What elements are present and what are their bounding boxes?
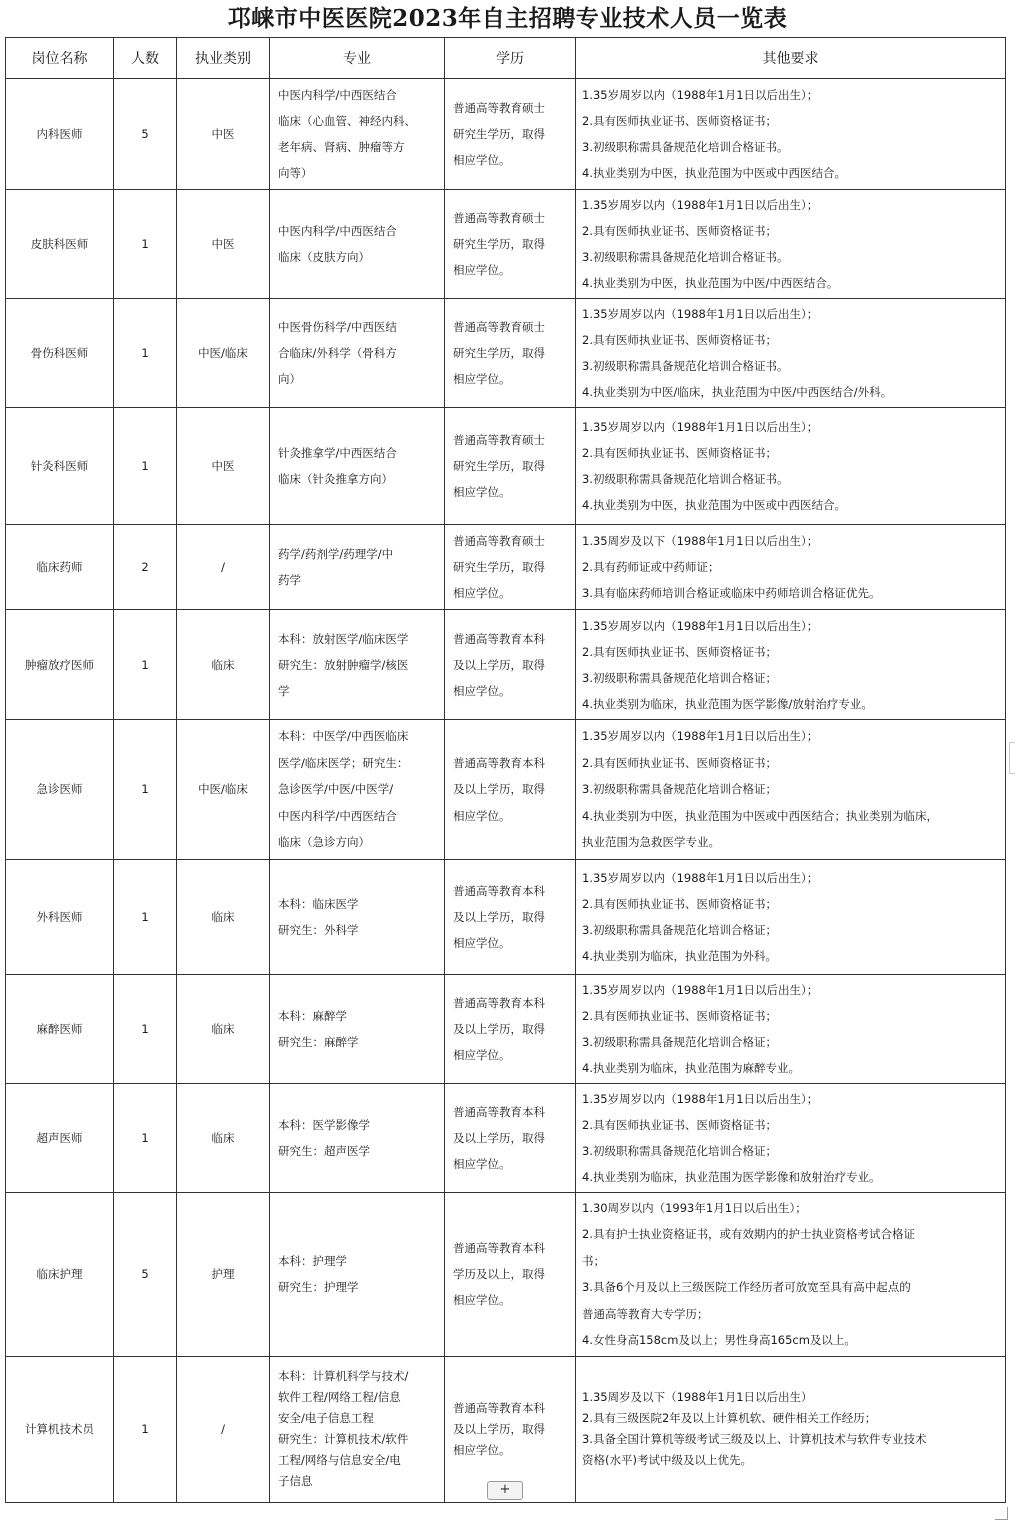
other-line: 1.35岁周岁以内（1988年1月1日以后出生）；	[582, 729, 819, 743]
table-row	[6, 974, 1006, 1083]
education-line: 普通高等教育本科	[453, 883, 545, 898]
major-line: 工程/网络与信息安全/电	[278, 1453, 401, 1467]
cell-major	[270, 720, 445, 860]
header-education: 学历	[445, 38, 576, 79]
major-line: 中医内科学/中西医结合	[278, 224, 397, 238]
major-line: 临床（针灸推拿方向）	[278, 472, 393, 486]
cell-major	[270, 1192, 445, 1356]
education-line: 研究生学历，取得	[453, 346, 545, 360]
education-line: 学历及以上，取得	[453, 1267, 545, 1281]
other-line: 4.执业类别为中医，执业范围为中医或中西医结合。	[582, 166, 846, 180]
education-line: 相应学位。	[453, 1156, 511, 1171]
cell-count: 1	[114, 720, 177, 860]
add-row-button[interactable]: +	[487, 1481, 523, 1500]
education-line: 及以上学历，取得	[453, 909, 545, 924]
cell-count: 1	[114, 610, 177, 720]
other-line: 3.初级职称需具备规范化培训合格证；	[582, 1034, 777, 1049]
major-line: 向）	[278, 372, 301, 386]
cell-other	[576, 974, 1006, 1083]
other-line: 4.执业类别为中医，执业范围为中医或中西医结合。	[582, 498, 846, 512]
education-line: 普通高等教育本科	[453, 1241, 545, 1255]
major-line: 本科：放射医学/临床医学	[278, 631, 409, 646]
cell-count: 2	[114, 525, 177, 610]
cell-edu	[445, 1192, 576, 1356]
other-line: 书；	[582, 1253, 605, 1268]
education-line: 普通高等教育本科	[453, 755, 545, 770]
cell-major	[270, 1083, 445, 1192]
education-line: 普通高等教育本科	[453, 1104, 545, 1119]
education-line: 研究生学历，取得	[453, 237, 545, 251]
other-line: 1.30周岁以内（1993年1月1日以后出生）；	[582, 1200, 807, 1215]
other-line: 3.初级职称需具备规范化培训合格证；	[582, 922, 777, 937]
cell-position: 超声医师	[6, 1083, 114, 1192]
major-line: 研究生：超声医学	[278, 1143, 370, 1158]
cell-category: 临床	[177, 610, 270, 720]
table-row	[6, 79, 1006, 190]
other-line: 1.35岁周岁以内（1988年1月1日以后出生）；	[582, 1091, 819, 1106]
cell-other	[576, 1083, 1006, 1192]
cell-category: 中医	[177, 408, 270, 525]
other-line: 资格(水平)考试中级及以上优先。	[582, 1453, 752, 1467]
major-line: 子信息	[278, 1474, 313, 1488]
other-line: 3.初级职称需具备规范化培训合格证书。	[582, 140, 789, 154]
cell-position: 临床护理	[6, 1192, 114, 1356]
header-count: 人数	[114, 38, 177, 79]
cell-other	[576, 79, 1006, 190]
other-line: 1.35岁周岁以内（1988年1月1日以后出生）；	[582, 307, 819, 321]
other-line: 4.执业类别为临床，执业范围为外科。	[582, 948, 777, 963]
other-line: 普通高等教育大专学历；	[582, 1306, 709, 1321]
other-line: 1.35岁周岁以内（1988年1月1日以后出生）；	[582, 198, 819, 212]
cell-edu	[445, 79, 576, 190]
major-line: 研究生：计算机技术/软件	[278, 1432, 409, 1446]
cell-edu	[445, 525, 576, 610]
cell-major	[270, 299, 445, 408]
major-line: 本科：麻醉学	[278, 1008, 347, 1023]
education-line: 相应学位。	[453, 586, 511, 600]
cell-count: 1	[114, 190, 177, 299]
major-line: 本科：中医学/中西医临床	[278, 729, 409, 743]
cell-category: 中医	[177, 190, 270, 299]
other-line: 4.执业类别为中医/临床，执业范围为中医/中西医结合/外科。	[582, 385, 893, 399]
education-line: 及以上学历，取得	[453, 782, 545, 796]
major-line: 药学/药剂学/药理学/中	[278, 547, 394, 561]
major-line: 研究生：麻醉学	[278, 1034, 359, 1049]
cell-other	[576, 190, 1006, 299]
major-line: 针灸推拿学/中西医结合	[278, 446, 397, 460]
cell-position: 针灸科医师	[6, 408, 114, 525]
cell-other	[576, 299, 1006, 408]
education-line: 普通高等教育硕士	[453, 534, 545, 548]
other-line: 4.执业类别为临床，执业范围为医学影像和放射治疗专业。	[582, 1169, 881, 1184]
education-line: 研究生学历，取得	[453, 127, 545, 141]
cell-other	[576, 1356, 1006, 1502]
cell-category: /	[177, 1356, 270, 1502]
header-category: 执业类别	[177, 38, 270, 79]
cell-edu	[445, 859, 576, 974]
table-row	[6, 408, 1006, 525]
cell-count: 1	[114, 299, 177, 408]
education-line: 普通高等教育硕士	[453, 101, 545, 115]
page-title: 邛崃市中医医院2023年自主招聘专业技术人员一览表	[227, 5, 788, 32]
major-line: 向等）	[278, 166, 313, 180]
major-line: 研究生：外科学	[278, 922, 359, 937]
cell-position: 急诊医师	[6, 720, 114, 860]
cell-count: 1	[114, 408, 177, 525]
cell-category: 临床	[177, 859, 270, 974]
major-line: 合临床/外科学（骨科方	[278, 346, 397, 360]
cell-edu	[445, 974, 576, 1083]
major-line: 中医内科学/中西医结合	[278, 88, 397, 102]
other-line: 2.具有药师证或中药师证；	[582, 560, 720, 574]
cell-other	[576, 720, 1006, 860]
major-line: 临床（皮肤方向）	[278, 250, 370, 264]
education-line: 研究生学历，取得	[453, 459, 545, 473]
major-line: 软件工程/网络工程/信息	[278, 1390, 401, 1404]
cell-edu	[445, 190, 576, 299]
education-line: 普通高等教育硕士	[453, 320, 545, 334]
major-line: 学	[278, 683, 290, 698]
header-other: 其他要求	[576, 38, 1006, 79]
major-line: 中医骨伤科学/中西医结	[278, 320, 397, 334]
cell-category: 中医/临床	[177, 299, 270, 408]
table-row	[6, 1192, 1006, 1356]
other-line: 4.执业类别为临床，执业范围为医学影像/放射治疗专业。	[582, 696, 873, 711]
major-line: 本科：医学影像学	[278, 1117, 370, 1132]
header-position: 岗位名称	[6, 38, 114, 79]
cell-position: 肿瘤放疗医师	[6, 610, 114, 720]
other-line: 2.具有三级医院2年及以上计算机软、硬件相关工作经历；	[582, 1411, 877, 1425]
other-line: 1.35周岁及以下（1988年1月1日以后出生）；	[582, 534, 819, 548]
other-line: 2.具有医师执业证书、医师资格证书；	[582, 333, 777, 347]
other-line: 3.具备全国计算机等级考试三级及以上、计算机技术与软件专业技术	[582, 1432, 927, 1446]
education-line: 相应学位。	[453, 1047, 511, 1062]
other-line: 2.具有医师执业证书、医师资格证书；	[582, 446, 777, 460]
cell-edu	[445, 408, 576, 525]
recruitment-table	[5, 37, 1006, 1503]
table-row	[6, 610, 1006, 720]
cell-count: 1	[114, 1083, 177, 1192]
other-line: 1.35周岁及以下（1988年1月1日以后出生）	[582, 1390, 813, 1404]
education-line: 及以上学历，取得	[453, 657, 545, 672]
major-line: 本科：临床医学	[278, 896, 359, 911]
table-row	[6, 299, 1006, 408]
cell-category: 中医	[177, 79, 270, 190]
cell-category: 临床	[177, 1083, 270, 1192]
other-line: 4.执业类别为临床，执业范围为麻醉专业。	[582, 1060, 800, 1075]
education-line: 相应学位。	[453, 808, 511, 823]
education-line: 及以上学历，取得	[453, 1421, 545, 1436]
education-line: 及以上学历，取得	[453, 1021, 545, 1036]
cell-category: /	[177, 525, 270, 610]
other-line: 2.具有医师执业证书、医师资格证书；	[582, 896, 777, 911]
education-line: 相应学位。	[453, 485, 511, 499]
major-line: 医学/临床医学；研究生：	[278, 755, 409, 770]
cell-category: 中医/临床	[177, 720, 270, 860]
major-line: 老年病、肾病、肿瘤等方	[278, 140, 405, 154]
cell-count: 5	[114, 79, 177, 190]
other-line: 2.具有医师执业证书、医师资格证书；	[582, 755, 777, 770]
cell-major	[270, 859, 445, 974]
cell-major	[270, 1356, 445, 1502]
major-line: 临床（心血管、神经内科、	[278, 114, 416, 128]
major-line: 急诊医学/中医/中医学/	[278, 782, 394, 796]
major-line: 中医内科学/中西医结合	[278, 808, 397, 823]
major-line: 安全/电子信息工程	[278, 1411, 374, 1425]
other-line: 2.具有医师执业证书、医师资格证书；	[582, 1117, 777, 1132]
other-line: 3.初级职称需具备规范化培训合格证书。	[582, 472, 789, 486]
header-major: 专业	[270, 38, 445, 79]
cell-major	[270, 79, 445, 190]
other-line: 3.初级职称需具备规范化培训合格证；	[582, 782, 777, 796]
education-line: 相应学位。	[453, 683, 511, 698]
table-row	[6, 859, 1006, 974]
major-line: 本科：护理学	[278, 1254, 347, 1268]
other-line: 2.具有护士执业资格证书，或有效期内的护士执业资格考试合格证	[582, 1227, 915, 1241]
other-line: 1.35岁周岁以内（1988年1月1日以后出生）；	[582, 870, 819, 885]
education-line: 研究生学历，取得	[453, 560, 545, 574]
scroll-edge-marker	[1009, 742, 1015, 774]
education-line: 相应学位。	[453, 372, 511, 386]
cell-position: 皮肤科医师	[6, 190, 114, 299]
cell-major	[270, 525, 445, 610]
cell-position: 骨伤科医师	[6, 299, 114, 408]
cell-category: 护理	[177, 1192, 270, 1356]
cell-other	[576, 859, 1006, 974]
table-row	[6, 1083, 1006, 1192]
other-line: 1.35岁周岁以内（1988年1月1日以后出生）；	[582, 88, 819, 102]
cell-position: 计算机技术员	[6, 1356, 114, 1502]
other-line: 3.初级职称需具备规范化培训合格证；	[582, 670, 777, 685]
header-row	[6, 38, 1006, 79]
other-line: 3.具有临床药师培训合格证或临床中药师培训合格证优先。	[582, 586, 881, 600]
cell-other	[576, 525, 1006, 610]
cell-count: 1	[114, 1356, 177, 1502]
other-line: 2.具有医师执业证书、医师资格证书；	[582, 1008, 777, 1023]
education-line: 相应学位。	[453, 1442, 511, 1457]
cell-count: 5	[114, 1192, 177, 1356]
education-line: 普通高等教育本科	[453, 631, 545, 646]
table-row	[6, 190, 1006, 299]
other-line: 3.初级职称需具备规范化培训合格证；	[582, 1143, 777, 1158]
cell-position: 麻醉医师	[6, 974, 114, 1083]
other-line: 3.具备6个月及以上三级医院工作经历者可放宽至具有高中起点的	[582, 1280, 911, 1294]
education-line: 普通高等教育本科	[453, 995, 545, 1010]
other-line: 1.35岁周岁以内（1988年1月1日以后出生）；	[582, 618, 819, 633]
cell-position: 临床药师	[6, 525, 114, 610]
other-line: 3.初级职称需具备规范化培训合格证书。	[582, 359, 789, 373]
other-line: 4.执业类别为中医，执业范围为中医/中西医结合。	[582, 276, 839, 290]
other-line: 1.35岁周岁以内（1988年1月1日以后出生）；	[582, 982, 819, 997]
major-line: 临床（急诊方向）	[278, 835, 370, 849]
cell-major	[270, 974, 445, 1083]
major-line: 药学	[278, 573, 301, 587]
cell-major	[270, 408, 445, 525]
other-line: 2.具有医师执业证书、医师资格证书；	[582, 644, 777, 659]
other-line: 4.女性身高158cm及以上；男性身高165cm及以上。	[582, 1333, 856, 1347]
education-line: 普通高等教育硕士	[453, 211, 545, 225]
major-line: 本科：计算机科学与技术/	[278, 1369, 409, 1383]
table-row	[6, 720, 1006, 860]
cell-edu	[445, 1083, 576, 1192]
cell-other	[576, 408, 1006, 525]
education-line: 相应学位。	[453, 263, 511, 277]
other-line: 执业范围为急救医学专业。	[582, 835, 720, 849]
cell-position: 内科医师	[6, 79, 114, 190]
other-line: 2.具有医师执业证书、医师资格证书；	[582, 224, 777, 238]
cell-edu	[445, 299, 576, 408]
cell-count: 1	[114, 974, 177, 1083]
other-line: 4.执业类别为中医，执业范围为中医或中西医结合；执业类别为临床，	[582, 808, 938, 823]
education-line: 及以上学历，取得	[453, 1130, 545, 1145]
education-line: 普通高等教育硕士	[453, 433, 545, 447]
cell-position: 外科医师	[6, 859, 114, 974]
cell-major	[270, 190, 445, 299]
cell-category: 临床	[177, 974, 270, 1083]
cell-major	[270, 610, 445, 720]
cell-edu	[445, 610, 576, 720]
education-line: 相应学位。	[453, 935, 511, 950]
major-line: 研究生：放射肿瘤学/核医	[278, 657, 409, 672]
other-line: 1.35岁周岁以内（1988年1月1日以后出生）；	[582, 420, 819, 434]
cell-count: 1	[114, 859, 177, 974]
cell-edu	[445, 720, 576, 860]
education-line: 普通高等教育本科	[453, 1400, 545, 1415]
cell-other	[576, 1192, 1006, 1356]
other-line: 3.初级职称需具备规范化培训合格证书。	[582, 250, 789, 264]
other-line: 2.具有医师执业证书、医师资格证书；	[582, 114, 777, 128]
education-line: 相应学位。	[453, 153, 511, 167]
education-line: 相应学位。	[453, 1293, 511, 1307]
cell-other	[576, 610, 1006, 720]
major-line: 研究生：护理学	[278, 1280, 359, 1294]
resize-handle[interactable]	[995, 1507, 1008, 1520]
table-row	[6, 525, 1006, 610]
